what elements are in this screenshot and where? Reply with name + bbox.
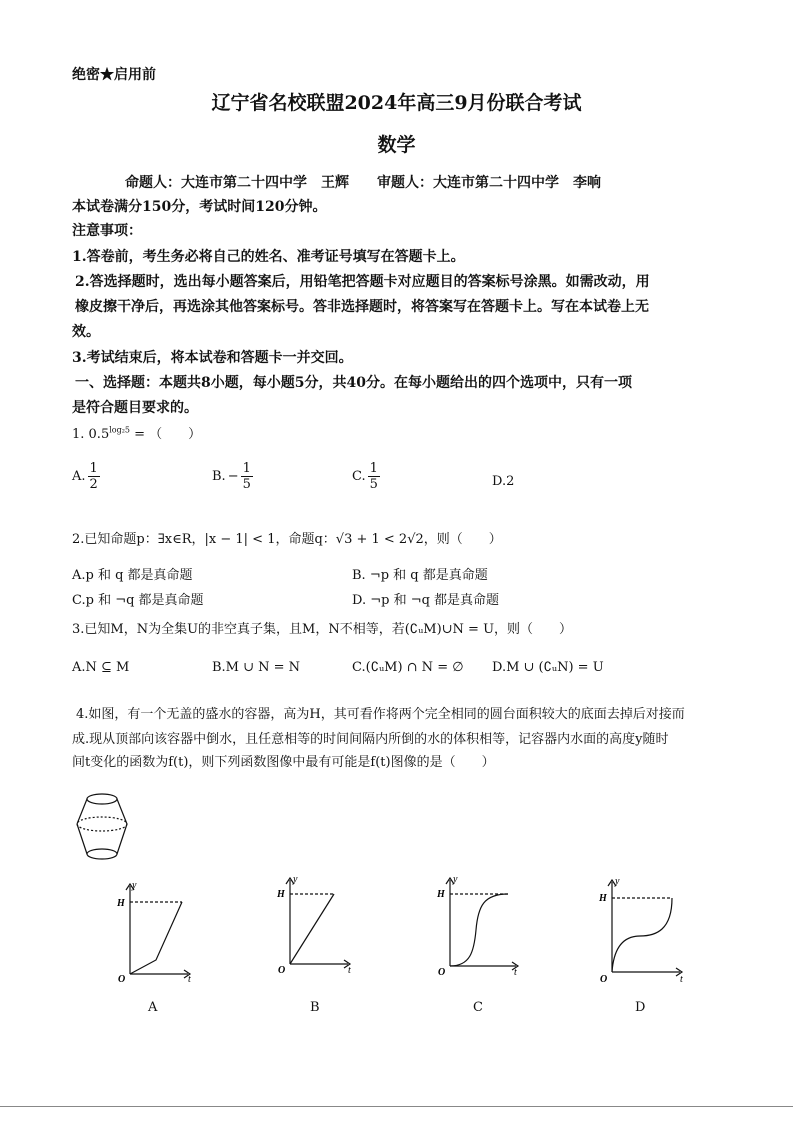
note-2-line-1: 2.答选择题时，选出每小题答案后，用铅笔把答题卡对应题目的答案标号涂黑。如需改动，用 — [75, 274, 650, 290]
q1-option-b — [212, 462, 253, 491]
score-time-line: 本试卷满分150分，考试时间120分钟。 — [72, 199, 327, 215]
note-2-line-2: 橡皮擦干净后，再选涂其他答案标号。答非选择题时，将答案写在答题卡上。写在本试卷上无 — [75, 299, 649, 315]
graph-d — [592, 874, 688, 988]
question-1-stem — [72, 423, 201, 442]
note-1: 1.答卷前，考生务必将自己的姓名、准考证号填写在答题卡上。 — [72, 249, 465, 265]
q3-option-d: D.M ∪ (∁ᵤN) = U — [492, 660, 604, 675]
question-4-line-1: 4.如图，有一个无盖的盛水的容器，高为H，其可看作将两个完全相同的圆台面积较大的底面去掉后对接而 — [76, 707, 685, 722]
graph-a-y-label: y — [132, 880, 137, 891]
q1-option-c-fraction — [368, 462, 380, 491]
graph-a-caption: A — [148, 1000, 158, 1015]
q2-option-a: A.p 和 q 都是真命题 — [72, 568, 193, 583]
q1-option-a — [72, 462, 100, 491]
question-4-line-2: 成.现从顶部向该容器中倒水，且任意相等的时间间隔内所倒的水的体积相等，记容器内水面的高度y随时 — [72, 732, 669, 747]
q1-option-c-den: 5 — [369, 477, 378, 492]
graph-b — [270, 872, 360, 984]
graph-a-t-label: t — [188, 974, 191, 985]
secret-label: 绝密★启用前 — [72, 67, 156, 83]
graph-c-y-label: y — [453, 874, 458, 885]
container-figure — [72, 790, 132, 866]
graph-b-curve — [290, 894, 334, 964]
note-3: 3.考试结束后，将本试卷和答题卡一并交回。 — [72, 350, 353, 366]
question-3-stem: 3.已知M，N为全集U的非空真子集，且M，N不相等，若(∁ᵤM)∪N = U，则（ ） — [72, 622, 573, 637]
graph-d-t-label: t — [680, 974, 683, 985]
q1-option-a-num: 1 — [89, 461, 98, 476]
page-title: 辽宁省名校联盟2024年高三9月份联合考试 — [211, 92, 582, 114]
graph-c-o-label: O — [438, 967, 446, 978]
q1-option-d: D.2 — [492, 474, 515, 489]
q1-exponent: log₂5 — [109, 425, 131, 435]
q1-option-c — [352, 462, 380, 491]
subject-title: 数学 — [377, 134, 416, 156]
graph-b-caption: B — [310, 1000, 320, 1015]
q1-option-c-label: C. — [352, 469, 366, 484]
q1-option-c-num: 1 — [369, 461, 378, 476]
graph-d-curve — [612, 898, 672, 972]
q1-option-a-den: 2 — [89, 477, 98, 492]
q2-option-d: D. ¬p 和 ¬q 都是真命题 — [352, 593, 500, 608]
section-1-heading-line-2: 是符合题目要求的。 — [72, 400, 198, 416]
graph-a-o-label: O — [118, 974, 126, 985]
notes-heading: 注意事项： — [72, 223, 142, 239]
q2-option-b: B. ¬p 和 q 都是真命题 — [352, 568, 488, 583]
graph-a-h-label: H — [117, 898, 125, 909]
graph-b-y-label: y — [293, 874, 298, 885]
authors-line: 命题人：大连市第二十四中学 王辉 审题人：大连市第二十四中学 李响 — [125, 175, 601, 191]
graph-b-h-label: H — [277, 889, 285, 900]
graph-d-h-label: H — [599, 893, 607, 904]
graph-c-t-label: t — [514, 967, 517, 978]
question-4-line-3: 间t变化的函数为f(t)，则下列函数图像中最有可能是f(t)图像的是（ ） — [72, 755, 495, 770]
graph-a-curve — [130, 902, 182, 974]
section-1-heading-line-1: 一、选择题：本题共8小题，每小题5分，共40分。在每小题给出的四个选项中，只有一项 — [75, 375, 632, 391]
q1-option-b-fraction — [241, 462, 253, 491]
q1-option-b-num: 1 — [242, 461, 251, 476]
graph-a — [110, 876, 200, 988]
graph-b-t-label: t — [348, 965, 351, 976]
graph-b-o-label: O — [278, 965, 286, 976]
q3-option-a: A.N ⊆ M — [72, 660, 130, 675]
graph-c-h-label: H — [437, 889, 445, 900]
q1-option-a-label: A. — [72, 469, 86, 484]
q1-suffix: = （ ） — [130, 427, 202, 442]
q3-option-b: B.M ∪ N = N — [212, 660, 301, 675]
note-2-line-3: 效。 — [72, 324, 100, 340]
q2-option-c: C.p 和 ¬q 都是真命题 — [72, 593, 204, 608]
page-bottom-rule — [0, 1106, 793, 1107]
graph-c-curve — [450, 894, 508, 966]
q1-option-b-den: 5 — [242, 477, 251, 492]
q1-option-b-sign: − — [227, 469, 239, 484]
q1-base: 1. 0.5 — [72, 427, 110, 442]
q3-option-c: C.(∁ᵤM) ∩ N = ∅ — [352, 660, 464, 675]
q1-option-b-label: B. — [212, 469, 226, 484]
graph-d-caption: D — [635, 1000, 646, 1015]
graph-d-y-label: y — [615, 876, 620, 887]
graph-c-caption: C — [473, 1000, 483, 1015]
question-2-stem: 2.已知命题p：∃x∈R，|x − 1| < 1，命题q：√3 + 1 < 2√2，则（ ） — [72, 532, 502, 547]
graph-d-o-label: O — [600, 974, 608, 985]
graph-c — [430, 872, 524, 984]
q1-option-a-fraction — [88, 462, 100, 491]
